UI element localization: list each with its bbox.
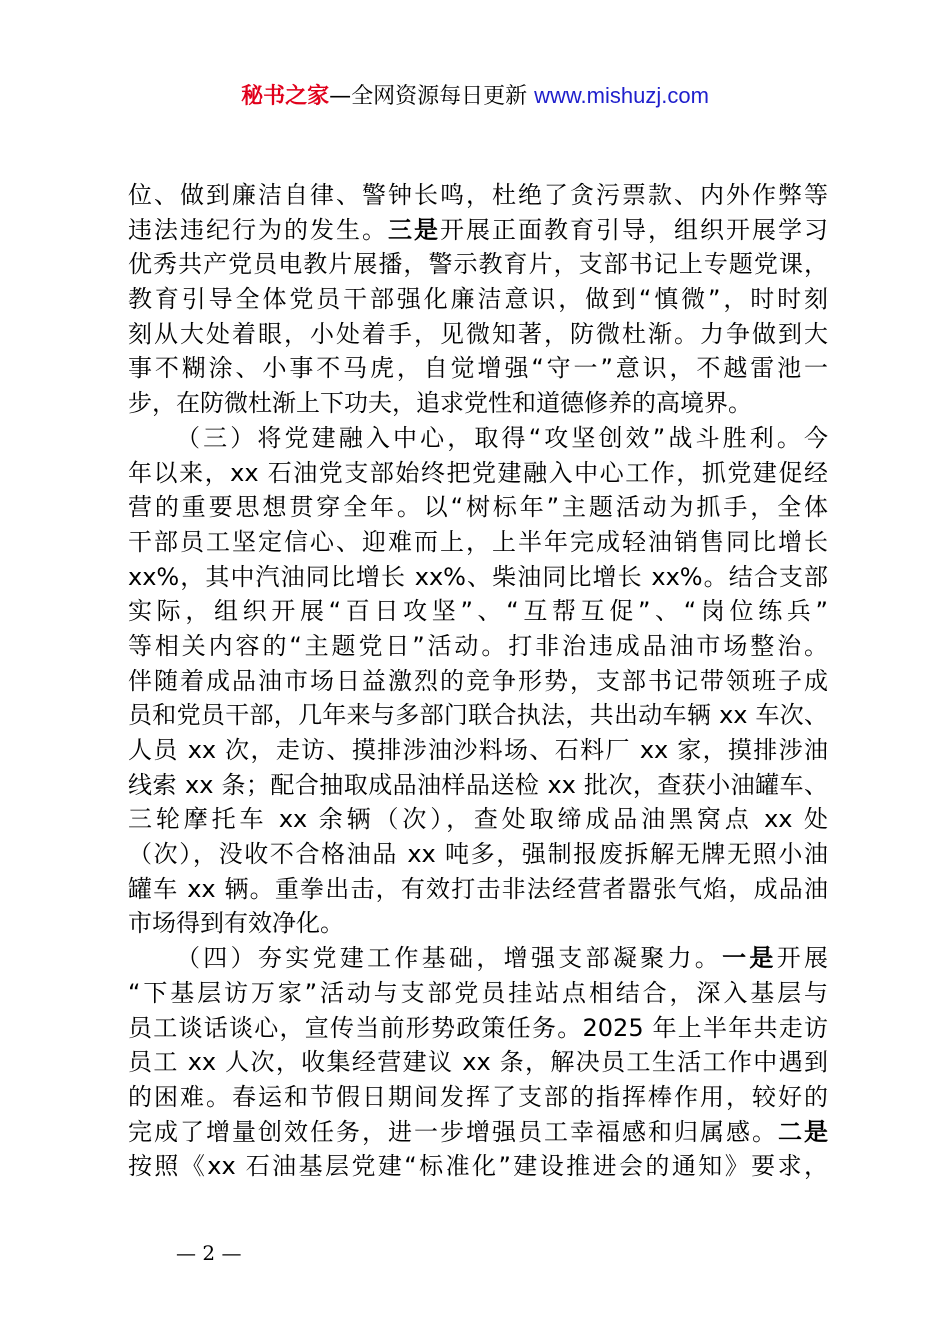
text-line: 位、做到廉洁自律、警钟长鸣，杜绝了贪污票款、内外作弊等 [128, 181, 828, 209]
text-line: 事不糊涂、小事不马虎，自觉增强“守一”意识，不越雷池一 [128, 354, 828, 383]
site-url-link[interactable]: www.mishuzj.com [534, 83, 709, 108]
text-line: （次），没收不合格油品 xx 吨多，强制报废拆解无牌无照小油 [128, 840, 828, 869]
site-brand: 秘书之家 [241, 84, 330, 109]
document-body [128, 178, 828, 1184]
page-number: — 2 — [176, 1241, 242, 1265]
text-line: “下基层访万家”活动与支部党员挂站点相结合，深入基层与 [128, 978, 828, 1007]
bold-marker: 二是 [778, 1117, 828, 1146]
section-heading-line: （四）夯实党建工作基础，增强支部凝聚力。一是开展 [176, 944, 828, 973]
site-tagline: 全网资源每日更新 [351, 84, 528, 109]
text-line: 按照《xx 石油基层党建“标准化”建设推进会的通知》要求， [128, 1152, 828, 1181]
section-heading-line: （三）将党建融入中心，取得“攻坚创效”战斗胜利。今 [176, 423, 828, 452]
text-line: 员工谈话谈心，宣传当前形势政策任务。2025 年上半年共走访 [128, 1013, 828, 1042]
text-line: 罐车 xx 辆。重拳出击，有效打击非法经营者嚣张气焰，成品油 [128, 874, 828, 903]
text-line: 步，在防微杜渐上下功夫，追求党性和道德修养的高境界。 [128, 389, 752, 418]
text-line: 员工 xx 人次，收集经营建议 xx 条，解决员工生活工作中遇到 [128, 1048, 828, 1077]
text-line: xx%，其中汽油同比增长 xx%、柴油同比增长 xx%。结合支部 [128, 562, 828, 591]
text-line: 员和党员干部，几年来与多部门联合执法，共出动车辆 xx 车次、 [128, 701, 828, 730]
text-line: 人员 xx 次，走访、摸排涉油沙料场、石料厂 xx 家，摸排涉油 [128, 736, 828, 764]
text-line: 营的重要思想贯穿全年。以“树标年”主题活动为抓手，全体 [128, 493, 828, 522]
text-line: 的困难。春运和节假日期间发挥了支部的指挥棒作用，较好的 [128, 1082, 828, 1111]
text-line: 刻从大处着眼，小处着手，见微知著，防微杜渐。力争做到大 [128, 319, 828, 348]
text-line: 市场得到有效净化。 [128, 909, 344, 938]
text-line: 线索 xx 条；配合抽取成品油样品送检 xx 批次，查获小油罐车、 [128, 770, 828, 799]
text-line: 干部员工坚定信心、迎难而上，上半年完成轻油销售同比增长 [128, 527, 828, 556]
text-line: 年以来，xx 石油党支部始终把党建融入中心工作，抓党建促经 [128, 458, 828, 487]
text-line: 三轮摩托车 xx 余辆（次），查处取缔成品油黑窝点 xx 处 [128, 805, 828, 834]
text-line: 实际，组织开展“百日攻坚”、“互帮互促”、“岗位练兵” [128, 597, 828, 626]
text-line: 违法违纪行为的发生。三是开展正面教育引导，组织开展学习 [128, 215, 828, 244]
text-line: 伴随着成品油市场日益激烈的竞争形势，支部书记带领班子成 [128, 666, 828, 695]
header-separator: — [329, 84, 352, 109]
text-line: 教育引导全体党员干部强化廉洁意识，做到“慎微”，时时刻 [128, 285, 828, 314]
text-line: 完成了增量创效任务，进一步增强员工幸福感和归属感。二是 [128, 1117, 828, 1146]
bold-marker: 三是 [388, 215, 440, 244]
text-line: 等相关内容的“主题党日”活动。打非治违成品油市场整治。 [128, 631, 828, 660]
text-line: 优秀共产党员电教片展播，警示教育片，支部书记上专题党课， [128, 250, 828, 279]
site-header [0, 80, 950, 113]
bold-marker: 一是 [722, 944, 777, 973]
